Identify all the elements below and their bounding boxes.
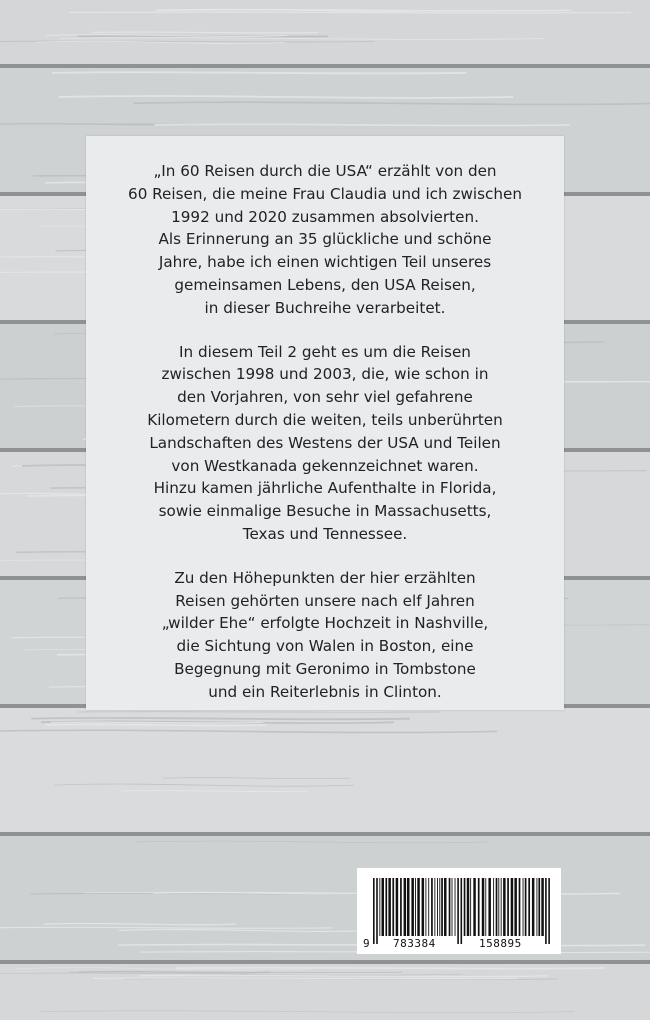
barcode-bar xyxy=(396,878,399,936)
barcode-right-digits: 158895 xyxy=(479,937,522,950)
barcode-bar xyxy=(501,878,502,936)
blurb-line: den Vorjahren, von sehr viel gefahrene xyxy=(177,388,473,407)
barcode-bar xyxy=(431,878,433,936)
barcode-bar xyxy=(404,878,407,936)
barcode-bar xyxy=(525,878,527,936)
blurb-paragraph-3 xyxy=(86,567,564,704)
barcode-bar xyxy=(437,878,438,936)
barcode-bar xyxy=(507,878,509,936)
blurb-line: Reisen gehörten unsere nach elf Jahren xyxy=(175,591,475,610)
barcode-bar xyxy=(392,878,394,936)
barcode-bar xyxy=(485,878,486,936)
barcode-bar xyxy=(400,878,402,936)
barcode-bar xyxy=(441,878,443,936)
barcode-bar xyxy=(528,878,530,936)
barcode-bar xyxy=(482,878,485,936)
barcode-bar xyxy=(478,878,480,936)
barcode-guard-bar xyxy=(548,878,550,944)
barcode-bar xyxy=(473,878,476,936)
barcode-bar xyxy=(449,878,451,936)
barcode-bar xyxy=(407,878,410,936)
blurb-line: 60 Reisen, die meine Frau Claudia und ich zwischen xyxy=(128,184,522,203)
barcode-guard-bar xyxy=(457,878,459,944)
blurb-line: gemeinsamen Lebens, den USA Reisen, xyxy=(174,275,476,294)
barcode-bar xyxy=(388,878,391,936)
blurb-line: Hinzu kamen jährliche Aufenthalte in Florida, xyxy=(153,479,497,498)
wood-plank-seam xyxy=(0,64,650,68)
barcode-bar xyxy=(379,878,380,936)
wood-plank-seam xyxy=(0,832,650,836)
blurb-line: Kilometern durch die weiten, teils unberührten xyxy=(147,410,503,429)
wood-grain-line xyxy=(176,968,605,969)
barcode-bar xyxy=(541,878,544,936)
blurb-line: die Sichtung von Walen in Boston, eine xyxy=(176,637,474,656)
barcode-bar xyxy=(467,878,470,936)
blurb-line: sowie einmalige Besuche in Massachusetts, xyxy=(158,502,492,521)
barcode-bar xyxy=(439,878,440,936)
barcode-prefix-digit: 9 xyxy=(363,937,371,950)
barcode-guard-bar xyxy=(545,878,547,944)
barcode-bar xyxy=(536,878,537,936)
barcode-bar xyxy=(411,878,414,936)
barcode-bar xyxy=(493,878,494,936)
blurb-paragraph-1 xyxy=(86,160,564,320)
barcode-bar xyxy=(422,878,425,936)
barcode-left-digits: 783384 xyxy=(393,937,436,950)
barcode-bar xyxy=(519,878,521,936)
blurb-text xyxy=(86,160,564,725)
barcode-bar xyxy=(464,878,466,936)
isbn-barcode xyxy=(357,868,561,954)
barcode-bar xyxy=(425,878,426,936)
barcode-bar xyxy=(428,878,429,936)
barcode-guard-bar xyxy=(376,878,378,944)
blurb-line: Begegnung mit Geronimo in Tombstone xyxy=(174,659,476,678)
blurb-line: Landschaften des Westens der USA und Teilen xyxy=(149,433,501,452)
blurb-paragraph-2 xyxy=(86,341,564,546)
barcode-bar xyxy=(385,878,387,936)
barcode-bars xyxy=(357,868,561,954)
barcode-bar xyxy=(498,878,499,936)
barcode-bar xyxy=(538,878,540,936)
barcode-bar xyxy=(503,878,506,936)
blurb-line: zwischen 1998 und 2003, die, wie schon in xyxy=(161,365,489,384)
blurb-line: „wilder Ehe“ erfolgte Hochzeit in Nashville, xyxy=(161,614,489,633)
barcode-bar xyxy=(523,878,524,936)
blurb-line: „In 60 Reisen durch die USA“ erzählt von den xyxy=(153,162,497,180)
barcode-bar xyxy=(511,878,514,936)
barcode-bar xyxy=(514,878,517,936)
barcode-guard-bar xyxy=(461,878,463,944)
barcode-bar xyxy=(415,878,416,936)
barcode-bar xyxy=(496,878,498,936)
wood-plank-seam xyxy=(0,960,650,964)
blurb-line: und ein Reiterlebnis in Clinton. xyxy=(208,682,442,701)
blurb-panel xyxy=(86,136,564,710)
barcode-bar xyxy=(444,878,447,936)
blurb-line: von Westkanada gekennzeichnet waren. xyxy=(171,456,479,475)
blurb-line: In diesem Teil 2 geht es um die Reisen xyxy=(179,342,471,361)
blurb-line: Texas und Tennessee. xyxy=(242,524,408,543)
barcode-bar xyxy=(417,878,420,936)
blurb-line: Als Erinnerung an 35 glückliche und schöne xyxy=(158,230,492,249)
barcode-bar xyxy=(470,878,471,936)
barcode-guard-bar xyxy=(373,878,375,944)
barcode-bar xyxy=(434,878,435,936)
barcode-bar xyxy=(532,878,535,936)
barcode-bar xyxy=(452,878,453,936)
barcode-bar xyxy=(455,878,456,936)
blurb-line: in dieser Buchreihe verarbeitet. xyxy=(204,298,446,317)
blurb-line: Jahre, habe ich einen wichtigen Teil unseres xyxy=(158,253,492,272)
blurb-line: 1992 und 2020 zusammen absolvierten. xyxy=(171,207,479,226)
blurb-line: Zu den Höhepunkten der hier erzählten xyxy=(174,568,476,587)
barcode-bar xyxy=(488,878,491,936)
barcode-bar xyxy=(382,878,385,936)
